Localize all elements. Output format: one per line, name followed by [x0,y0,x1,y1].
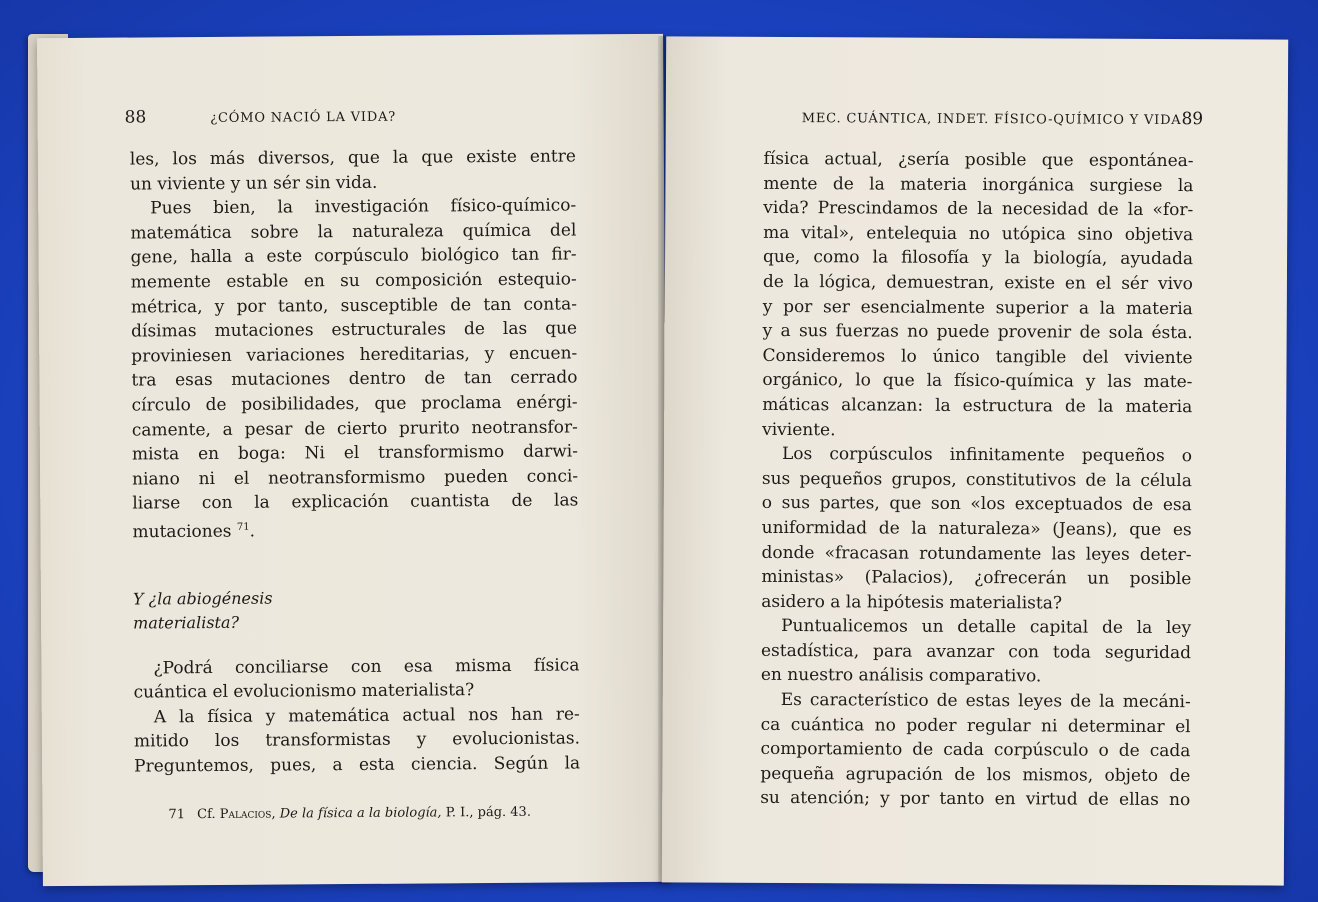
text-line: métrica, y por tanto, susceptible de tan conta- [130,293,577,318]
left-page [37,34,669,886]
text-line: de la lógica, demuestran, existe en el sér vivo [762,271,1193,295]
text-line: vida? Prescindamos de la necesidad de la «for- [763,198,1194,221]
text-line: o sus partes, que son «los exceptuados de esa [761,493,1192,516]
text-line: su atención; y por tanto en virtud de ellas no [760,788,1191,811]
text-line: uniformidad de la naturaleza» (Jeans), que es [761,517,1192,541]
text-line: les, los más diversos, que la que existe entre [129,146,576,170]
right-body-text [760,147,1193,813]
text-line: niano ni el neotransformismo pueden conci- [132,466,579,490]
text-line: tra esas mutaciones dentro de tan cerrado [131,367,578,391]
footnote-number: 71 [168,807,186,823]
text-line: asidero a la hipótesis materialista? [761,591,1063,614]
section-heading: materialista? [133,612,240,633]
text-line: proviniesen variaciones hereditarias, y encuen- [131,343,578,367]
left-page-header [125,105,455,127]
page-number: 88 [124,107,147,128]
left-body-text [130,144,580,779]
text-line: mitido los transformistas y evolucionistas. [133,728,581,753]
text-line: Consideremos lo único tangible del viviente [762,345,1193,368]
section-heading: Y ¿la abiogénesis [132,588,273,609]
text-line: círculo de posibilidades, que proclama enérgi- [131,392,578,416]
text-line: ma vital», entelequia no utópica sino objetiva [763,222,1194,245]
text-line: ca cuántica no poder regular ni determinar el [760,714,1191,737]
text-line: Los corpúsculos infinitamente pequeños o [781,444,1193,467]
right-page-header [802,107,1202,129]
running-head: ¿CÓMO NACIÓ LA VIDA? [210,109,397,126]
text-line: pequeña agrupación de los mismos, objeto de [760,763,1191,786]
footnote-suffix: P. I., pág. 43. [445,804,531,821]
text-line: y por ser esencialmente superior a la materia [762,296,1193,319]
text-line: estadística, para avanzar con toda seguridad [760,640,1192,664]
text-line: A la física y matemática actual nos han re- [153,704,580,728]
text-line: mutaciones $^{71}$. [132,521,256,543]
text-line: cuántica el evolucionismo materialista? [133,680,475,703]
footnote-prefix: Cf. [197,806,216,823]
text-line: gene, halla a este corpúsculo biológico tan fir- [130,244,577,268]
text-line-fragment: mutaciones [132,521,232,543]
text-line: mente de la materia inorgánica surgiese la [763,173,1194,196]
footnote-author: Palacios, [219,806,276,822]
page-number: 89 [1181,109,1204,130]
text-line: matemática sobre la naturaleza química del [130,220,577,244]
text-line: dísimas mutaciones estructurales de las que [131,318,578,342]
text-line: camente, a pesar de cierto prurito neotransfor- [131,416,578,441]
text-line: mista en boga: Ni el transformismo darwi- [131,441,579,465]
footnote-title: De la física a la biología, [279,805,442,822]
running-head: MEC. CUÁNTICA, INDET. FÍSICO-QUÍMICO Y VIDA [801,111,1182,129]
text-line: viviente. [762,419,836,440]
text-line: donde «fracasan rotundamente las leyes deter- [761,542,1192,565]
text-line: ministas» (Palacios), ¿ofrecerán un posible [761,566,1192,590]
text-line: memente estable en su composición estequio- [130,269,577,293]
text-line: orgánico, lo que la físico-química y las mate- [762,370,1193,393]
text-line: y a sus fuerzas no puede provenir de sola ésta. [762,321,1193,344]
text-line: un viviente y un sér sin vida. [129,172,378,195]
text-line: máticas alcanzan: la estructura de la materia [762,394,1193,418]
text-line: liarse con la explicación cuantista de las [132,490,579,514]
footnote-ref: 71 [236,521,250,533]
footnote [168,804,584,822]
text-line: comportamiento de cada corpúsculo o de cada [760,739,1191,762]
text-line: Es característico de estas leyes de la mecáni- [780,690,1191,713]
text-line: que, como la filosofía y la biología, ayudada [763,247,1194,270]
text-line: ¿Podrá conciliarse con esa misma física [153,655,580,679]
text-line: Pues bien, la investigación físico-químico- [150,195,577,219]
text-line: Puntualicemos un detalle capital de la ley [781,616,1192,639]
text-line: en nuestro análisis comparativo. [760,665,1042,687]
right-page [662,36,1288,885]
text-line: sus pequeños grupos, constitutivos de la célula [761,468,1192,491]
text-line: Preguntemos, pues, a esta ciencia. Según la [134,753,581,777]
text-line: física actual, ¿sería posible que espontánea- [763,148,1194,172]
